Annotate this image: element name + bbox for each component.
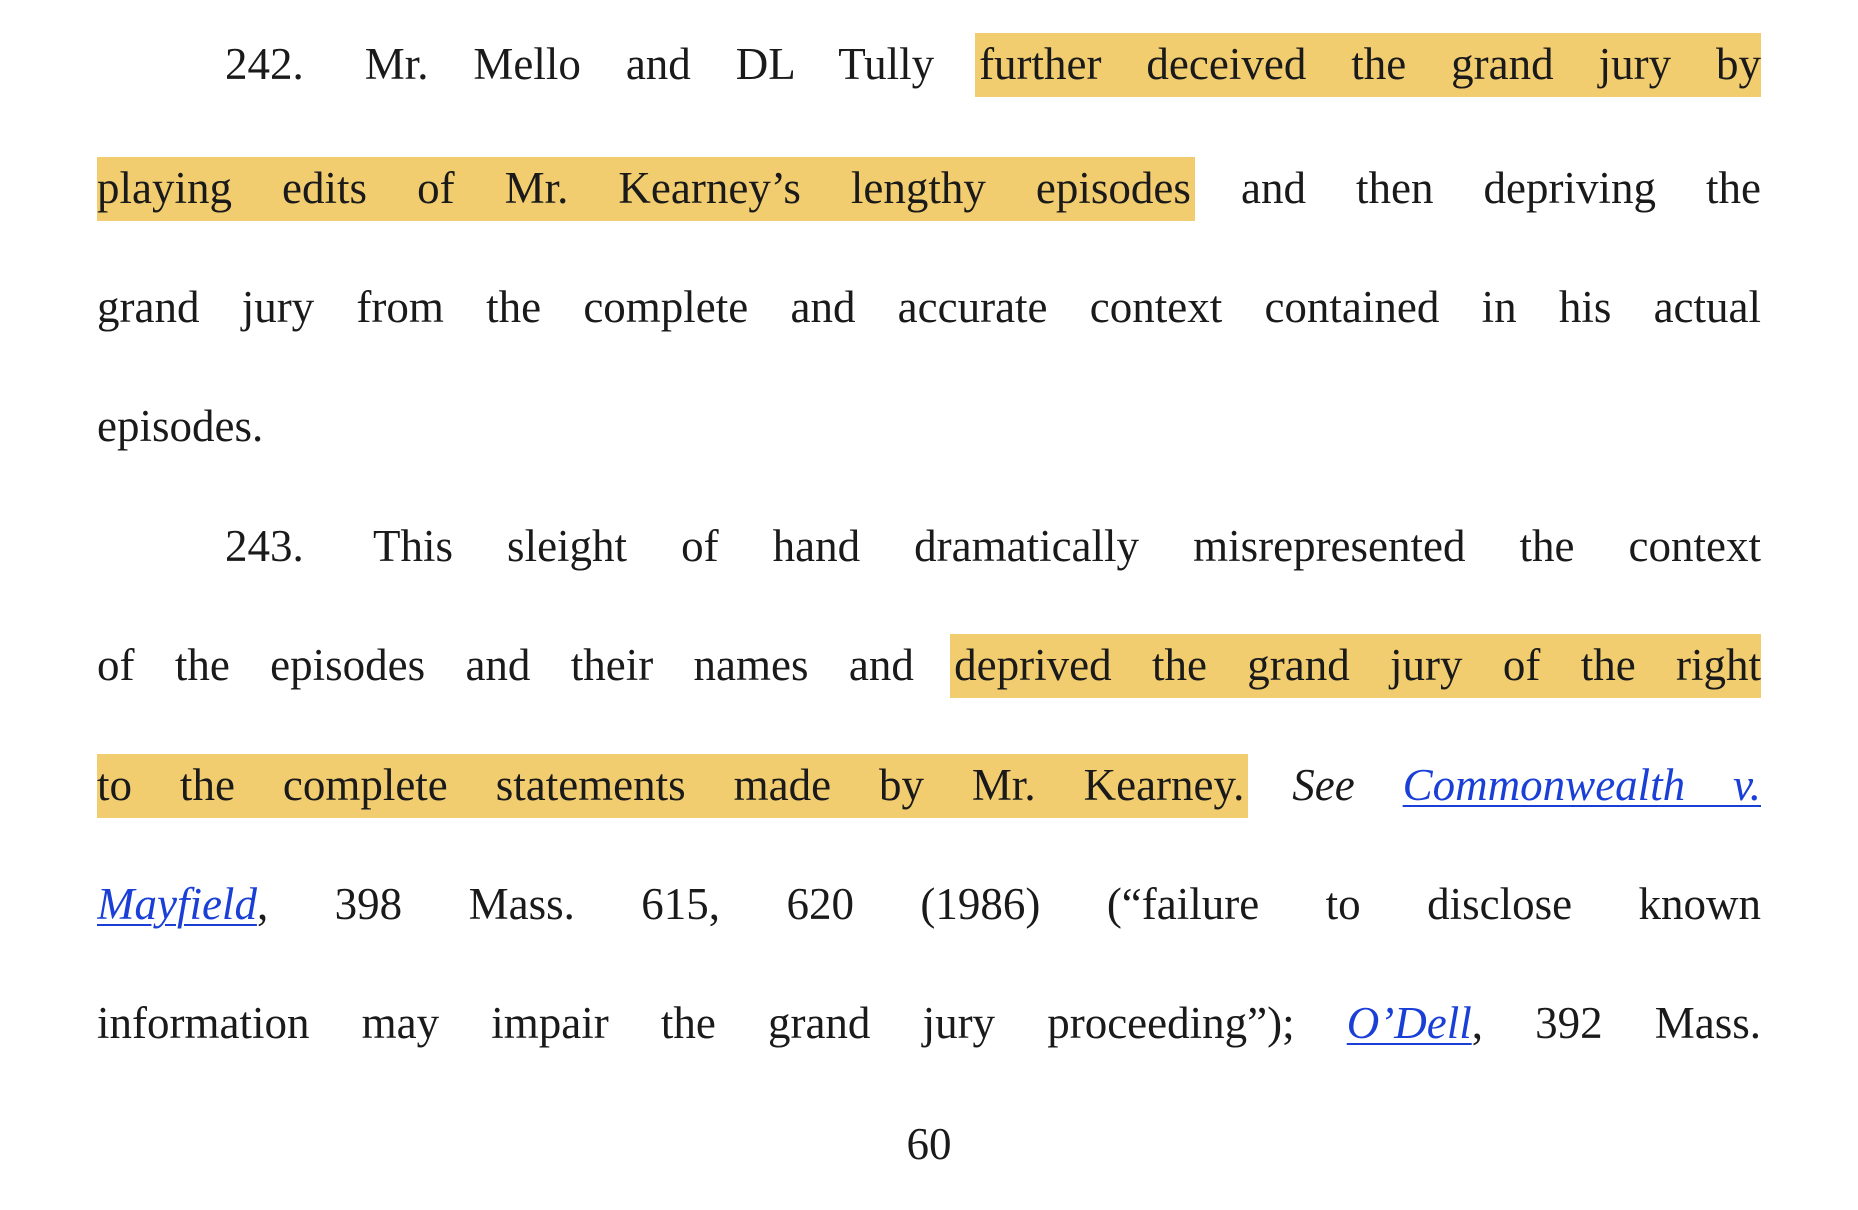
page-number: 60 bbox=[906, 1119, 952, 1169]
citation-link-mayfield[interactable]: Mayfield bbox=[97, 879, 257, 929]
text-segment: , 398 Mass. 615, 620 (1986) (“failure to disclose known bbox=[256, 879, 1761, 929]
paragraph-242-line-3 bbox=[97, 271, 1761, 343]
text-segment: of the episodes and their names and bbox=[97, 640, 914, 690]
text-segment: This sleight of hand dramatically misrepresented the context bbox=[373, 521, 1761, 571]
paragraph-242-line-4 bbox=[97, 390, 1761, 462]
paragraph-243-line-4 bbox=[97, 868, 1761, 940]
text-segment: grand jury from the complete and accurate context contained in his actual bbox=[97, 282, 1761, 332]
highlighted-text: playing edits of Mr. Kearney’s lengthy episodes bbox=[97, 157, 1195, 221]
citation-link-odell[interactable]: O’Dell bbox=[1346, 998, 1472, 1048]
highlighted-text: further deceived the grand jury by bbox=[975, 33, 1761, 97]
text-segment: episodes. bbox=[97, 401, 264, 451]
paragraph-243-line-1 bbox=[97, 510, 1761, 582]
text-segment: Mr. Mello and DL Tully bbox=[364, 39, 935, 89]
paragraph-243-line-5 bbox=[97, 987, 1761, 1059]
paragraph-243-line-2 bbox=[97, 629, 1761, 701]
text-segment: and then depriving the bbox=[1240, 163, 1761, 213]
paragraph-242-line-2 bbox=[97, 152, 1761, 224]
citation-link-commonwealth[interactable]: Commonwealth v. bbox=[1402, 760, 1761, 810]
paragraph-243-line-3 bbox=[97, 749, 1761, 821]
paragraph-number-242: 242. bbox=[225, 39, 304, 89]
highlighted-text: deprived the grand jury of the right bbox=[950, 634, 1761, 698]
paragraph-number-243: 243. bbox=[225, 521, 304, 571]
highlighted-text: to the complete statements made by Mr. Kearney. bbox=[97, 754, 1248, 818]
paragraph-242-line-1 bbox=[97, 28, 1761, 100]
signal-see: See bbox=[1292, 760, 1355, 810]
text-segment: , 392 Mass. bbox=[1471, 998, 1761, 1048]
text-segment: information may impair the grand jury proceeding”); bbox=[97, 998, 1295, 1048]
